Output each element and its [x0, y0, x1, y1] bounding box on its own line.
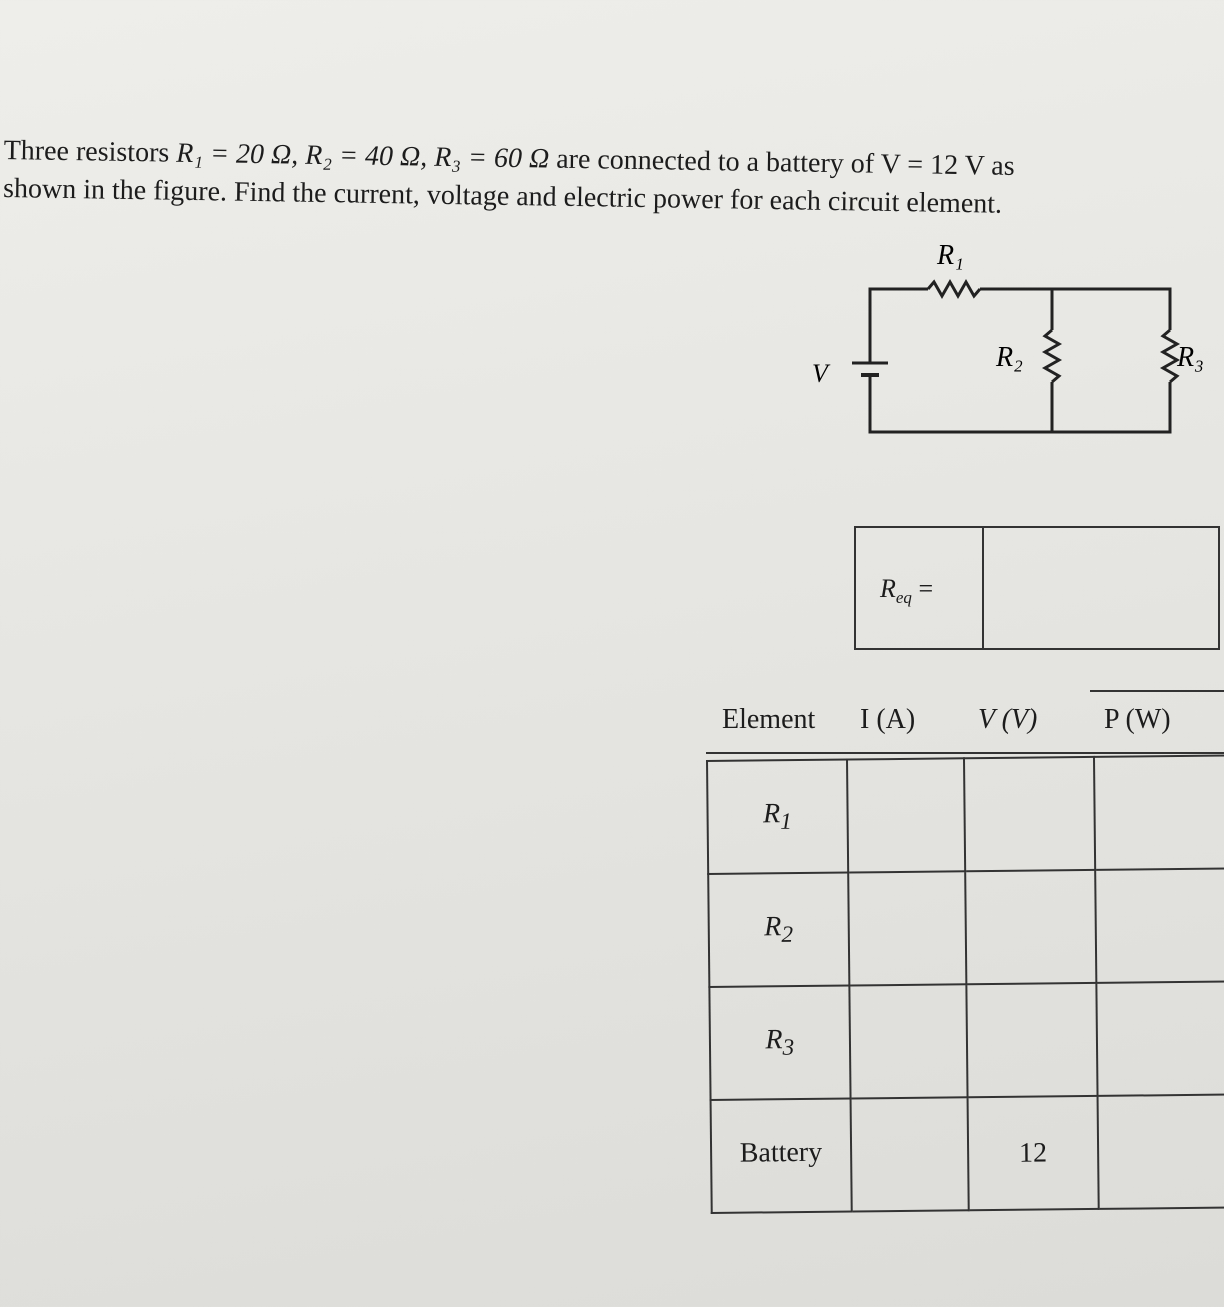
resistor-r1-icon	[928, 282, 980, 296]
req-divider	[982, 528, 984, 648]
header-voltage: V (V)	[978, 704, 1038, 735]
table-row	[707, 756, 1224, 874]
element-cell: $R_1$	[707, 760, 848, 874]
battery-icon	[852, 358, 888, 378]
label-r3: R₃	[1177, 342, 1204, 373]
header-element: Element	[722, 704, 816, 735]
current-cell[interactable]	[850, 1097, 969, 1211]
power-cell[interactable]	[1097, 1095, 1224, 1209]
circuit-diagram	[800, 232, 1220, 457]
label-r1: R₁	[937, 240, 964, 271]
voltage-cell[interactable]	[964, 757, 1095, 871]
wire-top	[980, 289, 1170, 330]
label-v: V	[812, 359, 828, 388]
power-cell[interactable]	[1094, 756, 1224, 870]
circuit-svg	[800, 232, 1220, 452]
resistor-r2-icon	[1045, 330, 1059, 382]
element-cell: $R_2$	[708, 873, 849, 987]
r3-spec: R₃ = 60 Ω	[433, 141, 550, 175]
voltage-cell[interactable]: 12	[968, 1096, 1099, 1210]
element-cell: $R_3$	[709, 986, 850, 1100]
req-answer-field[interactable]	[986, 528, 1218, 648]
header-bottom-rule	[706, 752, 1224, 754]
voltage-cell[interactable]	[965, 870, 1096, 984]
wire-left-top	[870, 289, 928, 358]
power-cell[interactable]	[1096, 982, 1224, 1096]
current-cell[interactable]	[848, 871, 967, 985]
current-cell[interactable]	[847, 758, 966, 872]
header-power: P (W)	[1104, 704, 1171, 735]
table-row	[708, 869, 1224, 987]
req-box	[854, 526, 1220, 650]
answer-table	[706, 755, 1224, 1214]
resistor-r3-icon	[1163, 330, 1177, 382]
problem-intro: Three resistors	[3, 134, 177, 169]
req-label: $R_{eq}$ =	[880, 574, 934, 608]
wire-bottom	[870, 378, 1170, 432]
table-row	[711, 1095, 1224, 1213]
problem-statement	[3, 132, 1184, 227]
voltage-cell[interactable]	[966, 983, 1097, 1097]
power-cell[interactable]	[1095, 869, 1224, 983]
problem-line-2: shown in the figure. Find the current, voltage and electric power for each circuit element.	[2, 172, 1003, 220]
table-row	[709, 982, 1224, 1100]
current-cell[interactable]	[849, 984, 968, 1098]
r2-spec: R₂ = 40 Ω,	[305, 139, 435, 173]
element-cell: Battery	[711, 1099, 852, 1213]
table-header	[706, 690, 1224, 754]
header-current: I (A)	[860, 704, 916, 735]
battery-spec: are connected to a battery of V = 12 V as	[548, 143, 1015, 182]
header-top-rule	[1090, 690, 1224, 692]
label-r2: R₂	[996, 342, 1023, 373]
r1-spec: R₁ = 20 Ω,	[176, 137, 306, 171]
